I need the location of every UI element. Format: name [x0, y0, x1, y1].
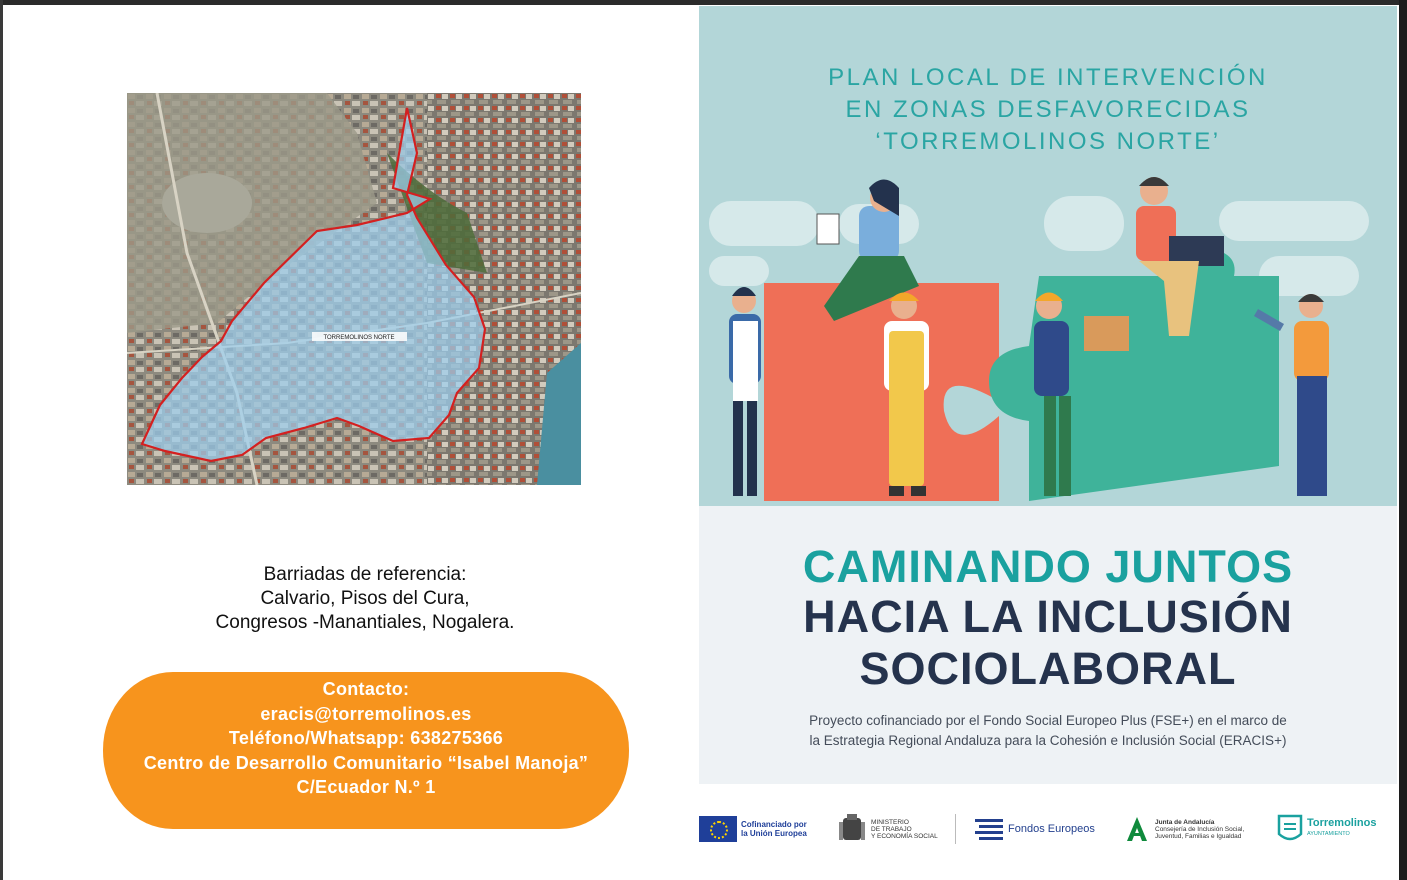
fondos-text: Fondos Europeos: [1008, 823, 1095, 835]
contact-address: C/Ecuador N.º 1: [296, 777, 436, 797]
logo-divider: [955, 806, 956, 852]
plan-line: PLAN LOCAL DE INTERVENCIÓN: [828, 64, 1268, 91]
contact-email: eracis@torremolinos.es: [260, 703, 472, 724]
woman-apron-figure: [729, 287, 761, 496]
contact-phone: Teléfono/Whatsapp: 638275366: [228, 728, 504, 748]
fondos-europeos-icon: [975, 817, 1003, 841]
torremolinos-shield-icon: [1277, 814, 1303, 844]
plan-line: EN ZONAS DESFAVORECIDAS: [845, 96, 1251, 123]
ayuntamiento-text: AYUNTAMIENTO: [1307, 831, 1350, 837]
eu-flag-icon: [699, 816, 737, 842]
poster: [699, 6, 1397, 784]
torremolinos-text: Torremolinos: [1307, 817, 1377, 829]
eu-text: Cofinanciado por: [741, 820, 807, 829]
sponsor-logos: [699, 806, 1399, 852]
headline-line: CAMINANDO JUNTOS: [802, 541, 1294, 592]
project-line: la Estrategia Regional Andaluza para la Cohesión e Inclusión Social (ERACIS+): [809, 733, 1287, 748]
left-border: [0, 0, 3, 880]
ministerio-text: MINISTERIO: [871, 818, 909, 826]
junta-text: Juventud, Familias e Igualdad: [1155, 832, 1242, 840]
project-line: Proyecto cofinanciado por el Fondo Social Europeo Plus (FSE+) en el marco de: [809, 713, 1287, 728]
junta-andalucia-icon: [1123, 815, 1151, 843]
contact-box: [103, 672, 629, 829]
fondos-europeos-logo: [975, 806, 1095, 852]
spain-coat-of-arms-icon: [837, 812, 867, 846]
barriadas-heading: Barriadas de referencia:: [263, 564, 467, 585]
puzzle-piece-red: [764, 283, 999, 501]
map-label: TORREMOLINOS NORTE: [323, 335, 395, 341]
right-border: [1399, 0, 1407, 880]
torremolinos-logo: [1277, 806, 1376, 852]
junta-text: Junta de Andalucía: [1155, 818, 1215, 826]
eu-logo: [699, 806, 807, 852]
map-graphic: [127, 93, 581, 485]
barriadas-text: [130, 563, 600, 635]
eu-text: la Unión Europea: [741, 829, 807, 838]
construction-worker-figure: [884, 293, 929, 497]
plan-title: [699, 62, 1397, 158]
junta-text: Consejería de Inclusión Social,: [1155, 825, 1245, 833]
aerial-map: [127, 93, 581, 485]
barriadas-line: Congresos -Manantiales, Nogalera.: [215, 612, 515, 633]
plan-line: ‘TORREMOLINOS NORTE’: [875, 128, 1221, 155]
headline-line: HACIA LA INCLUSIÓN: [803, 591, 1293, 642]
top-border: [0, 0, 1407, 5]
project-description: [699, 711, 1397, 751]
barriadas-line: Calvario, Pisos del Cura,: [260, 588, 470, 609]
puzzle-piece-green: [989, 248, 1279, 501]
headline-line: SOCIOLABORAL: [859, 643, 1237, 694]
ministerio-logo: [837, 806, 938, 852]
ministerio-text: Y ECONOMÍA SOCIAL: [871, 832, 938, 840]
contact-center: Centro de Desarrollo Comunitario “Isabel Manoja”: [143, 752, 589, 773]
ministerio-text: DE TRABAJO: [871, 825, 912, 833]
workers-puzzle-illustration: [699, 156, 1397, 506]
contact-heading: Contacto:: [322, 679, 410, 699]
junta-andalucia-logo: [1123, 806, 1244, 852]
